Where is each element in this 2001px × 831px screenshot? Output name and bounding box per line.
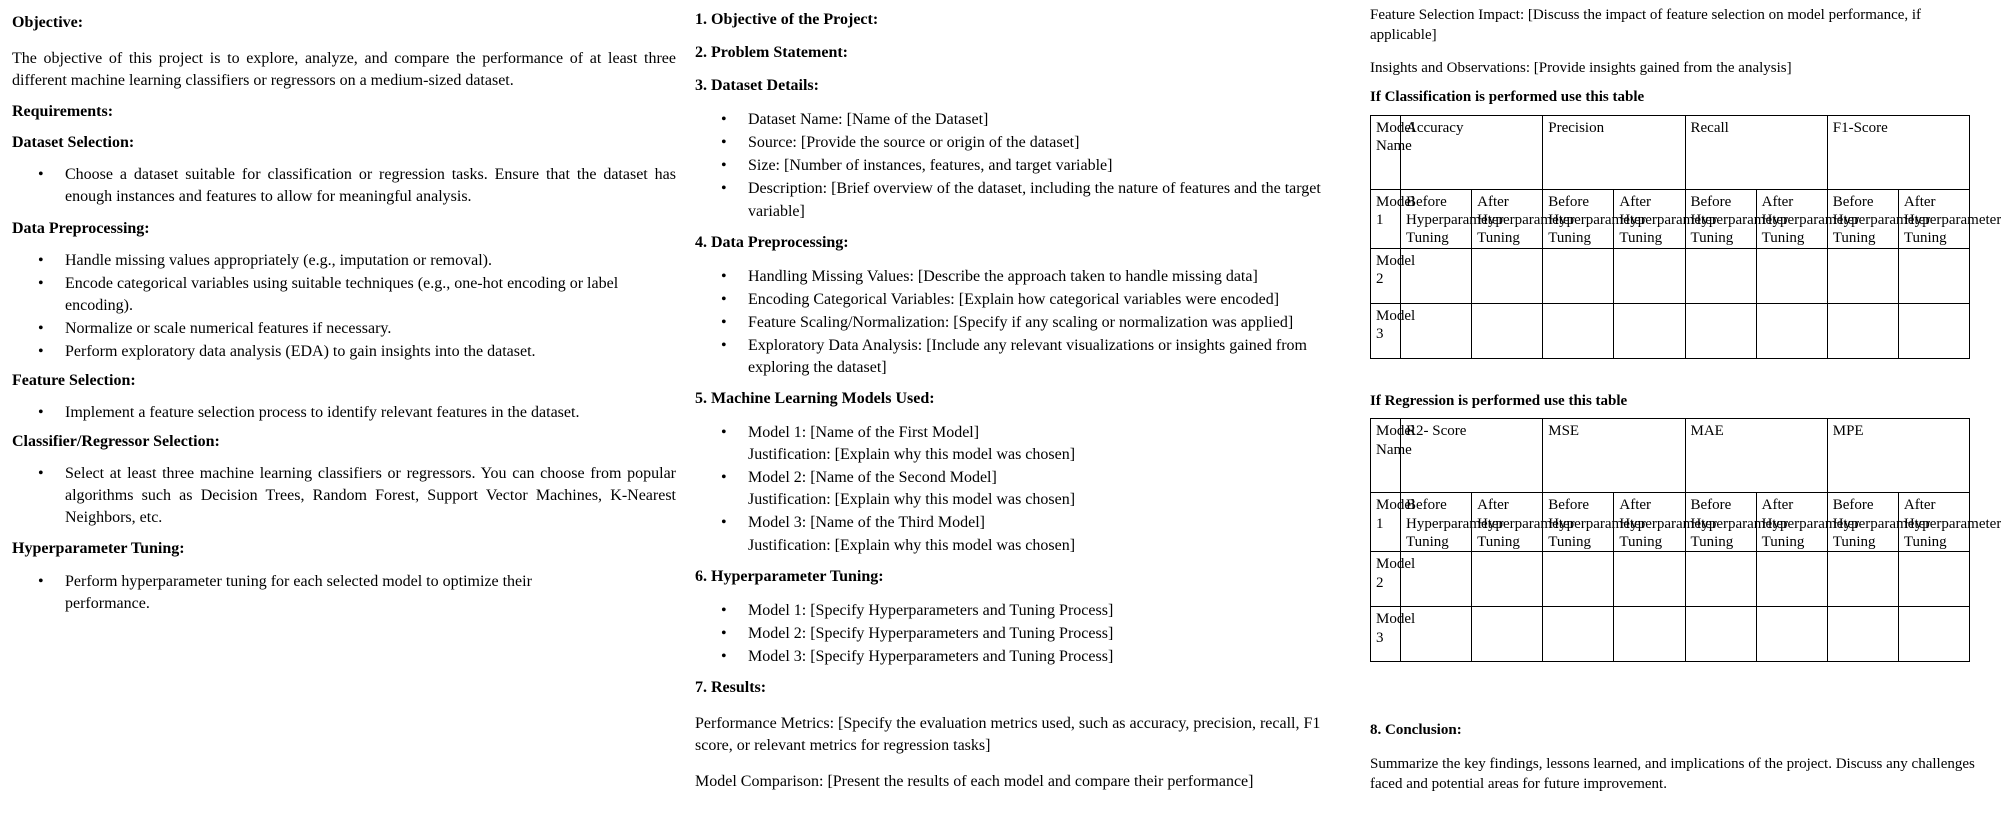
- hyperparameter-tuning-heading: Hyperparameter Tuning:: [12, 540, 185, 558]
- section-heading-tuning: 6. Hyperparameter Tuning:: [695, 567, 884, 585]
- model-justification: Justification: [Explain why this model was chosen]: [748, 491, 1076, 509]
- model-name: • Model 3: [Name of the Third Model]: [748, 514, 985, 532]
- after-tuning-cell: After Hyperparameter Tuning: [1898, 189, 1969, 248]
- regression-table-title: If Regression is performed use this table: [1370, 392, 1628, 409]
- list-item: • Description: [Brief overview of the dataset, including the nature of features and the target variable]: [748, 178, 1355, 222]
- list-item: • Handling Missing Values: [Describe the approach taken to handle missing data]: [748, 266, 1355, 288]
- section-heading-models: 5. Machine Learning Models Used:: [695, 390, 935, 408]
- data-preprocessing-heading: Data Preprocessing:: [12, 219, 150, 237]
- empty-cell[interactable]: [1614, 607, 1685, 662]
- row-model-label: Model 3: [1371, 607, 1401, 662]
- table-row: [1371, 607, 1970, 662]
- dataset-selection-list: [12, 164, 676, 208]
- section-heading-preprocessing: 4. Data Preprocessing:: [695, 233, 849, 251]
- after-tuning-cell: After Hyperparameter Tuning: [1756, 189, 1827, 248]
- list-item: • Perform hyperparameter tuning for each selected model to optimize their performance.: [65, 571, 586, 615]
- section-heading-dataset: 3. Dataset Details:: [695, 77, 819, 95]
- empty-cell[interactable]: [1898, 303, 1969, 358]
- insights-text: Insights and Observations: [Provide insights gained from the analysis]: [1370, 59, 1792, 76]
- table-row: [1371, 303, 1970, 358]
- empty-cell[interactable]: [1827, 607, 1898, 662]
- empty-cell[interactable]: [1543, 552, 1614, 607]
- row-model-label: Model 2: [1371, 248, 1401, 303]
- requirements-heading: Requirements:: [12, 103, 114, 121]
- results-column: [1370, 0, 2001, 794]
- empty-cell[interactable]: [1685, 552, 1756, 607]
- feature-selection-list: [12, 402, 676, 424]
- empty-cell[interactable]: [1543, 248, 1614, 303]
- after-tuning-cell: After Hyperparameter Tuning: [1614, 189, 1685, 248]
- objective-heading: Objective:: [12, 14, 84, 31]
- list-item: [748, 512, 1355, 556]
- after-tuning-cell: After Hyperparameter Tuning: [1614, 493, 1685, 552]
- section-heading-conclusion: 8. Conclusion:: [1370, 722, 1462, 739]
- before-tuning-cell: Before Hyperparameter Tuning: [1685, 493, 1756, 552]
- requirements-column: [12, 0, 676, 616]
- list-item: • Perform exploratory data analysis (EDA) to gain insights into the dataset.: [65, 341, 676, 363]
- list-item: • Size: [Number of instances, features, and target variable]: [748, 155, 1355, 177]
- table-header-row: [1371, 115, 1970, 189]
- section-heading-results: 7. Results:: [695, 678, 767, 696]
- empty-cell[interactable]: [1472, 607, 1543, 662]
- empty-cell[interactable]: [1614, 303, 1685, 358]
- empty-cell[interactable]: [1614, 552, 1685, 607]
- performance-metrics-text: Performance Metrics: [Specify the evaluation metrics used, such as accuracy, precision, recall, F1 score, or relevant metrics for regression tasks]: [695, 715, 1321, 755]
- feature-selection-impact-text: Feature Selection Impact: [Discuss the impact of feature selection on model performance, if applicable]: [1370, 7, 1922, 44]
- empty-cell[interactable]: [1756, 607, 1827, 662]
- empty-cell[interactable]: [1756, 303, 1827, 358]
- row-model-label: Model 1: [1371, 189, 1401, 248]
- list-item: [748, 467, 1355, 511]
- classifier-selection-list: [12, 463, 676, 529]
- list-item: • Model 1: [Specify Hyperparameters and Tuning Process]: [748, 600, 1355, 622]
- objective-text: The objective of this project is to explore, analyze, and compare the performance of at least three different machine learning classifiers or regressors on a medium-sized dataset.: [12, 50, 676, 90]
- empty-cell[interactable]: [1898, 552, 1969, 607]
- section-heading-problem: 2. Problem Statement:: [695, 44, 848, 62]
- table-row: [1371, 248, 1970, 303]
- list-item: • Implement a feature selection process to identify relevant features in the dataset.: [65, 402, 676, 424]
- empty-cell[interactable]: [1827, 303, 1898, 358]
- before-tuning-cell: Before Hyperparameter Tuning: [1401, 189, 1472, 248]
- header-metric: F1-Score: [1827, 115, 1969, 189]
- header-metric: Precision: [1543, 115, 1685, 189]
- row-model-label: Model 1: [1371, 493, 1401, 552]
- empty-cell[interactable]: [1827, 552, 1898, 607]
- feature-selection-heading: Feature Selection:: [12, 372, 136, 390]
- header-metric: R2- Score: [1401, 419, 1543, 493]
- list-item: • Dataset Name: [Name of the Dataset]: [748, 109, 1355, 131]
- after-tuning-cell: After Hyperparameter Tuning: [1756, 493, 1827, 552]
- table-header-row: [1371, 419, 1970, 493]
- list-item: • Handle missing values appropriately (e.g., imputation or removal).: [65, 250, 676, 272]
- after-tuning-cell: After Hyperparameter Tuning: [1472, 189, 1543, 248]
- table-row: [1371, 493, 1970, 552]
- empty-cell[interactable]: [1756, 552, 1827, 607]
- empty-cell[interactable]: [1614, 248, 1685, 303]
- empty-cell[interactable]: [1685, 607, 1756, 662]
- list-item: • Normalize or scale numerical features if necessary.: [65, 318, 676, 340]
- before-tuning-cell: Before Hyperparameter Tuning: [1543, 493, 1614, 552]
- list-item: • Feature Scaling/Normalization: [Specify if any scaling or normalization was applied]: [748, 312, 1355, 334]
- list-item: [748, 422, 1355, 466]
- before-tuning-cell: Before Hyperparameter Tuning: [1827, 493, 1898, 552]
- classification-table-title: If Classification is performed use this table: [1370, 89, 1645, 106]
- model-name: • Model 2: [Name of the Second Model]: [748, 469, 997, 487]
- header-metric: MPE: [1827, 419, 1969, 493]
- list-item: • Model 2: [Specify Hyperparameters and Tuning Process]: [748, 623, 1355, 645]
- list-item: • Encoding Categorical Variables: [Explain how categorical variables were encoded]: [748, 289, 1355, 311]
- conclusion-text: Summarize the key findings, lessons learned, and implications of the project. Discuss any challenges faced and potential areas for future improvement.: [1370, 756, 1975, 792]
- list-item: • Choose a dataset suitable for classification or regression tasks. Ensure that the dataset has enough instances and features to allow for meaningful analysis.: [65, 164, 676, 208]
- model-name: • Model 1: [Name of the First Model]: [748, 424, 980, 442]
- dataset-details-list: [695, 109, 1355, 222]
- before-tuning-cell: Before Hyperparameter Tuning: [1401, 493, 1472, 552]
- table-row: [1371, 552, 1970, 607]
- header-metric: Recall: [1685, 115, 1827, 189]
- list-item: • Encode categorical variables using suitable techniques (e.g., one-hot encoding or label encoding).: [65, 273, 676, 317]
- hyperparameter-tuning-list: [12, 571, 676, 615]
- list-item: • Select at least three machine learning classifiers or regressors. You can choose from popular algorithms such as Decision Trees, Random Forest, Support Vector Machines, K-Nearest Neighbors, etc.: [65, 463, 676, 529]
- empty-cell[interactable]: [1898, 607, 1969, 662]
- preprocessing-details-list: [695, 266, 1355, 379]
- empty-cell[interactable]: [1898, 248, 1969, 303]
- regression-table: [1370, 418, 2001, 662]
- before-tuning-cell: Before Hyperparameter Tuning: [1685, 189, 1756, 248]
- empty-cell[interactable]: [1472, 552, 1543, 607]
- dataset-selection-heading: Dataset Selection:: [12, 134, 135, 152]
- header-metric: Accuracy: [1401, 115, 1543, 189]
- classification-table: [1370, 115, 2001, 359]
- list-item: • Model 3: [Specify Hyperparameters and Tuning Process]: [748, 646, 1355, 668]
- empty-cell[interactable]: [1685, 303, 1756, 358]
- empty-cell[interactable]: [1472, 248, 1543, 303]
- empty-cell[interactable]: [1685, 248, 1756, 303]
- after-tuning-cell: After Hyperparameter Tuning: [1472, 493, 1543, 552]
- report-template-column: [695, 0, 1355, 793]
- list-item: • Exploratory Data Analysis: [Include any relevant visualizations or insights gained from exploring the dataset]: [748, 335, 1355, 379]
- model-justification: Justification: [Explain why this model was chosen]: [748, 536, 1076, 554]
- row-model-label: Model 3: [1371, 303, 1401, 358]
- tuning-list: [695, 600, 1355, 668]
- section-heading-objective: 1. Objective of the Project:: [695, 11, 879, 28]
- empty-cell[interactable]: [1472, 303, 1543, 358]
- empty-cell[interactable]: [1756, 248, 1827, 303]
- row-model-label: Model 2: [1371, 552, 1401, 607]
- list-item: • Source: [Provide the source or origin of the dataset]: [748, 132, 1355, 154]
- header-metric: MSE: [1543, 419, 1685, 493]
- models-list: [695, 422, 1355, 556]
- data-preprocessing-list: [12, 250, 676, 363]
- empty-cell[interactable]: [1827, 248, 1898, 303]
- after-tuning-cell: After Hyperparameter Tuning: [1898, 493, 1969, 552]
- empty-cell[interactable]: [1543, 303, 1614, 358]
- model-justification: Justification: [Explain why this model was chosen]: [748, 446, 1076, 464]
- header-metric: MAE: [1685, 419, 1827, 493]
- before-tuning-cell: Before Hyperparameter Tuning: [1827, 189, 1898, 248]
- classifier-selection-heading: Classifier/Regressor Selection:: [12, 433, 220, 451]
- before-tuning-cell: Before Hyperparameter Tuning: [1543, 189, 1614, 248]
- table-row: [1371, 189, 1970, 248]
- header-model-name: Model Name: [1371, 419, 1401, 493]
- empty-cell[interactable]: [1543, 607, 1614, 662]
- model-comparison-text: Model Comparison: [Present the results of each model and compare their performance]: [695, 773, 1254, 791]
- header-model-name: Model Name: [1371, 115, 1401, 189]
